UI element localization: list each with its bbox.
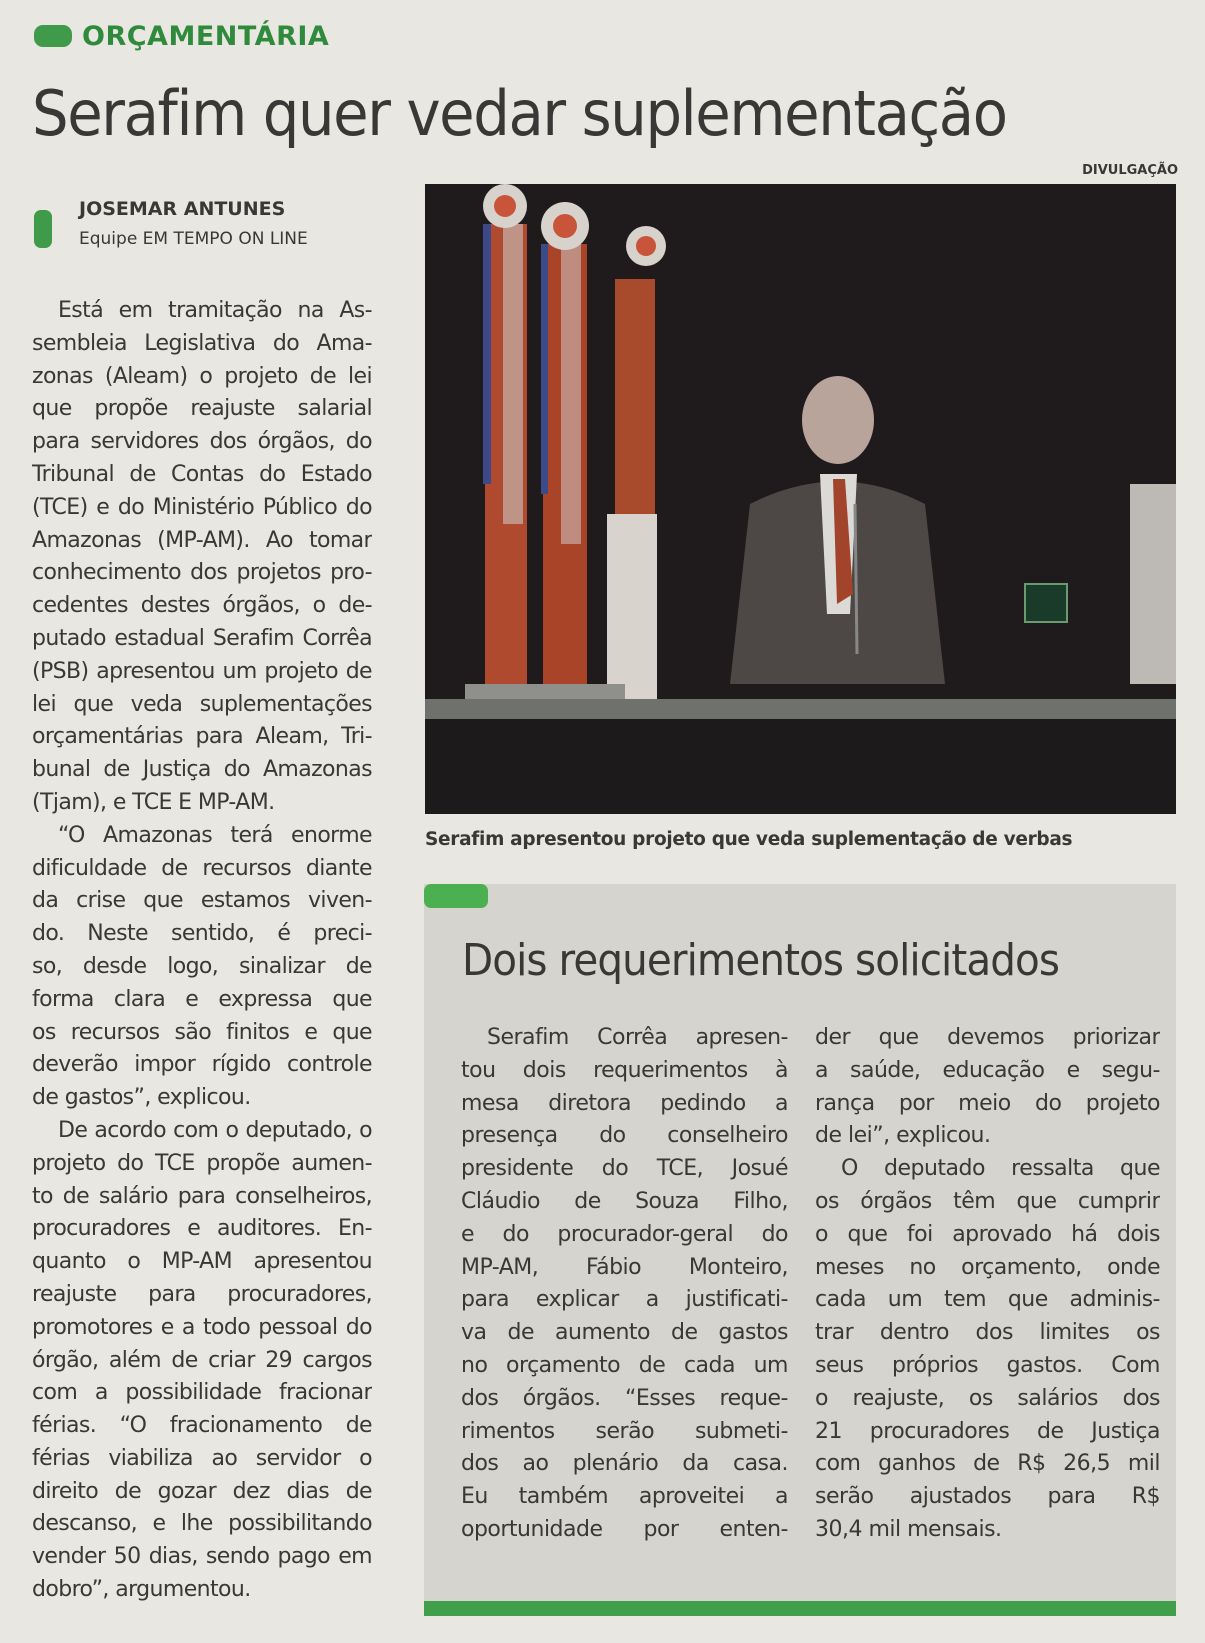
text-line: bunal de Justiça do Amazonas	[32, 757, 372, 783]
text-line: a saúde, educação e segu-	[815, 1057, 1160, 1083]
text-line: para servidores dos órgãos, do	[32, 429, 372, 455]
text-line: deverão impor rígido controle	[32, 1052, 372, 1078]
text-line: vender 50 dias, sendo pago em	[32, 1544, 372, 1570]
text-line: Serafim Corrêa apresen-	[487, 1025, 788, 1050]
text-line: cada um tem que adminis-	[815, 1287, 1160, 1313]
text-line: to de salário para conselheiros,	[32, 1183, 372, 1209]
sidebar-body-column-2	[815, 1022, 1160, 1547]
text-line: lei que veda suplementações	[32, 691, 372, 717]
sidebar-marker-icon	[424, 884, 488, 908]
text-line: e do procurador-geral do	[461, 1221, 788, 1247]
text-line: do. Neste sentido, é preci-	[32, 921, 372, 947]
text-line: 21 procuradores de Justiça	[815, 1418, 1160, 1444]
text-line: no orçamento de cada um	[461, 1352, 788, 1378]
text-line: descanso, e lhe possibilitando	[32, 1511, 372, 1537]
text-line: que propõe reajuste salarial	[32, 396, 372, 422]
text-line: Está em tramitação na As-	[58, 298, 372, 323]
text-line: reajuste para procuradores,	[32, 1281, 372, 1307]
text-line: de gastos”, explicou.	[32, 1085, 251, 1111]
text-line: com ganhos de R$ 26,5 mil	[815, 1451, 1160, 1477]
text-line: dobro”, argumentou.	[32, 1577, 251, 1603]
text-line: dos ao plenário da casa.	[461, 1451, 788, 1477]
speaker-photo-illustration	[425, 184, 1176, 814]
text-line: seus próprios gastos. Com	[815, 1352, 1160, 1378]
text-line: va de aumento de gastos	[461, 1320, 788, 1346]
text-line: Eu também aproveitei a	[461, 1484, 788, 1510]
text-line: putado estadual Serafim Corrêa	[32, 625, 372, 651]
text-line: (TCE) e do Ministério Público do	[32, 494, 372, 520]
sidebar-body-column-1	[461, 1022, 788, 1547]
text-line: presença do conselheiro	[461, 1123, 788, 1149]
text-line: procuradores e auditores. En-	[32, 1216, 372, 1242]
text-line: so, desde logo, sinalizar de	[32, 953, 372, 979]
article-photo	[425, 184, 1176, 814]
text-line: promotores e a todo pessoal do	[32, 1314, 372, 1340]
text-line: 30,4 mil mensais.	[815, 1516, 1002, 1542]
text-line: cedentes destes órgãos, o de-	[32, 593, 372, 619]
author-team: Equipe EM TEMPO ON LINE	[79, 229, 308, 249]
text-line: zonas (Aleam) o projeto de lei	[32, 363, 372, 389]
text-line: O deputado ressalta que	[841, 1156, 1160, 1182]
article-body	[32, 295, 372, 1607]
text-line: MP-AM, Fábio Monteiro,	[461, 1254, 788, 1280]
text-line: quanto o MP-AM apresentou	[32, 1249, 372, 1275]
text-line: dificuldade de recursos diante	[32, 855, 372, 881]
text-line: projeto do TCE propõe aumen-	[32, 1150, 372, 1176]
text-line: órgão, além de criar 29 cargos	[32, 1347, 372, 1373]
sidebar-bottom-bar	[424, 1601, 1176, 1616]
text-line: de lei”, explicou.	[815, 1123, 991, 1149]
text-line: rança por meio do projeto	[815, 1090, 1160, 1116]
text-line: orçamentárias para Aleam, Tri-	[32, 724, 372, 750]
sidebar-title: Dois requerimentos solicitados	[462, 935, 1060, 986]
text-line: com a possibilidade fracionar	[32, 1380, 372, 1406]
text-line: para explicar a justificati-	[461, 1287, 788, 1313]
text-line: conhecimento dos projetos pro-	[32, 560, 372, 586]
text-line: dos órgãos. “Esses reque-	[461, 1385, 788, 1411]
text-line: da crise que estamos viven-	[32, 888, 372, 914]
text-line: tou dois requerimentos à	[461, 1057, 788, 1083]
section-kicker	[34, 18, 329, 54]
text-line: o reajuste, os salários dos	[815, 1385, 1160, 1411]
text-line: oportunidade por enten-	[461, 1516, 788, 1542]
text-line: os recursos são finitos e que	[32, 1019, 372, 1045]
text-line: Tribunal de Contas do Estado	[32, 461, 372, 487]
author-name: JOSEMAR ANTUNES	[79, 198, 286, 220]
text-line: férias. “O fracionamento de	[32, 1413, 372, 1439]
section-label: ORÇAMENTÁRIA	[82, 20, 330, 52]
photo-credit: DIVULGAÇÃO	[1082, 163, 1178, 178]
byline-marker-icon	[34, 210, 52, 248]
text-line: (PSB) apresentou um projeto de	[32, 658, 372, 684]
text-line: Amazonas (MP-AM). Ao tomar	[32, 527, 372, 553]
text-line: “O Amazonas terá enorme	[58, 822, 372, 848]
text-line: (Tjam), e TCE E MP-AM.	[32, 789, 275, 815]
section-marker-icon	[34, 25, 72, 47]
text-line: direito de gozar dez dias de	[32, 1478, 372, 1504]
text-line: presidente do TCE, Josué	[461, 1156, 788, 1182]
text-line: rimentos serão submeti-	[461, 1418, 788, 1444]
text-line: meses no orçamento, onde	[815, 1254, 1160, 1280]
text-line: Cláudio de Souza Filho,	[461, 1188, 788, 1214]
text-line: forma clara e expressa que	[32, 986, 372, 1012]
article-headline: Serafim quer vedar suplementação	[32, 77, 1007, 150]
text-line: o que foi aprovado há dois	[815, 1221, 1160, 1247]
text-line: De acordo com o deputado, o	[58, 1117, 372, 1143]
text-line: serão ajustados para R$	[815, 1484, 1160, 1510]
text-line: mesa diretora pedindo a	[461, 1090, 788, 1116]
text-line: trar dentro dos limites os	[815, 1320, 1160, 1346]
text-line: der que devemos priorizar	[815, 1025, 1160, 1050]
text-line: sembleia Legislativa do Ama-	[32, 330, 372, 356]
exit-sign-icon	[1025, 584, 1067, 622]
text-line: férias viabiliza ao servidor o	[32, 1445, 372, 1471]
photo-caption: Serafim apresentou projeto que veda suplementação de verbas	[425, 829, 1073, 850]
text-line: os órgãos têm que cumprir	[815, 1188, 1160, 1214]
